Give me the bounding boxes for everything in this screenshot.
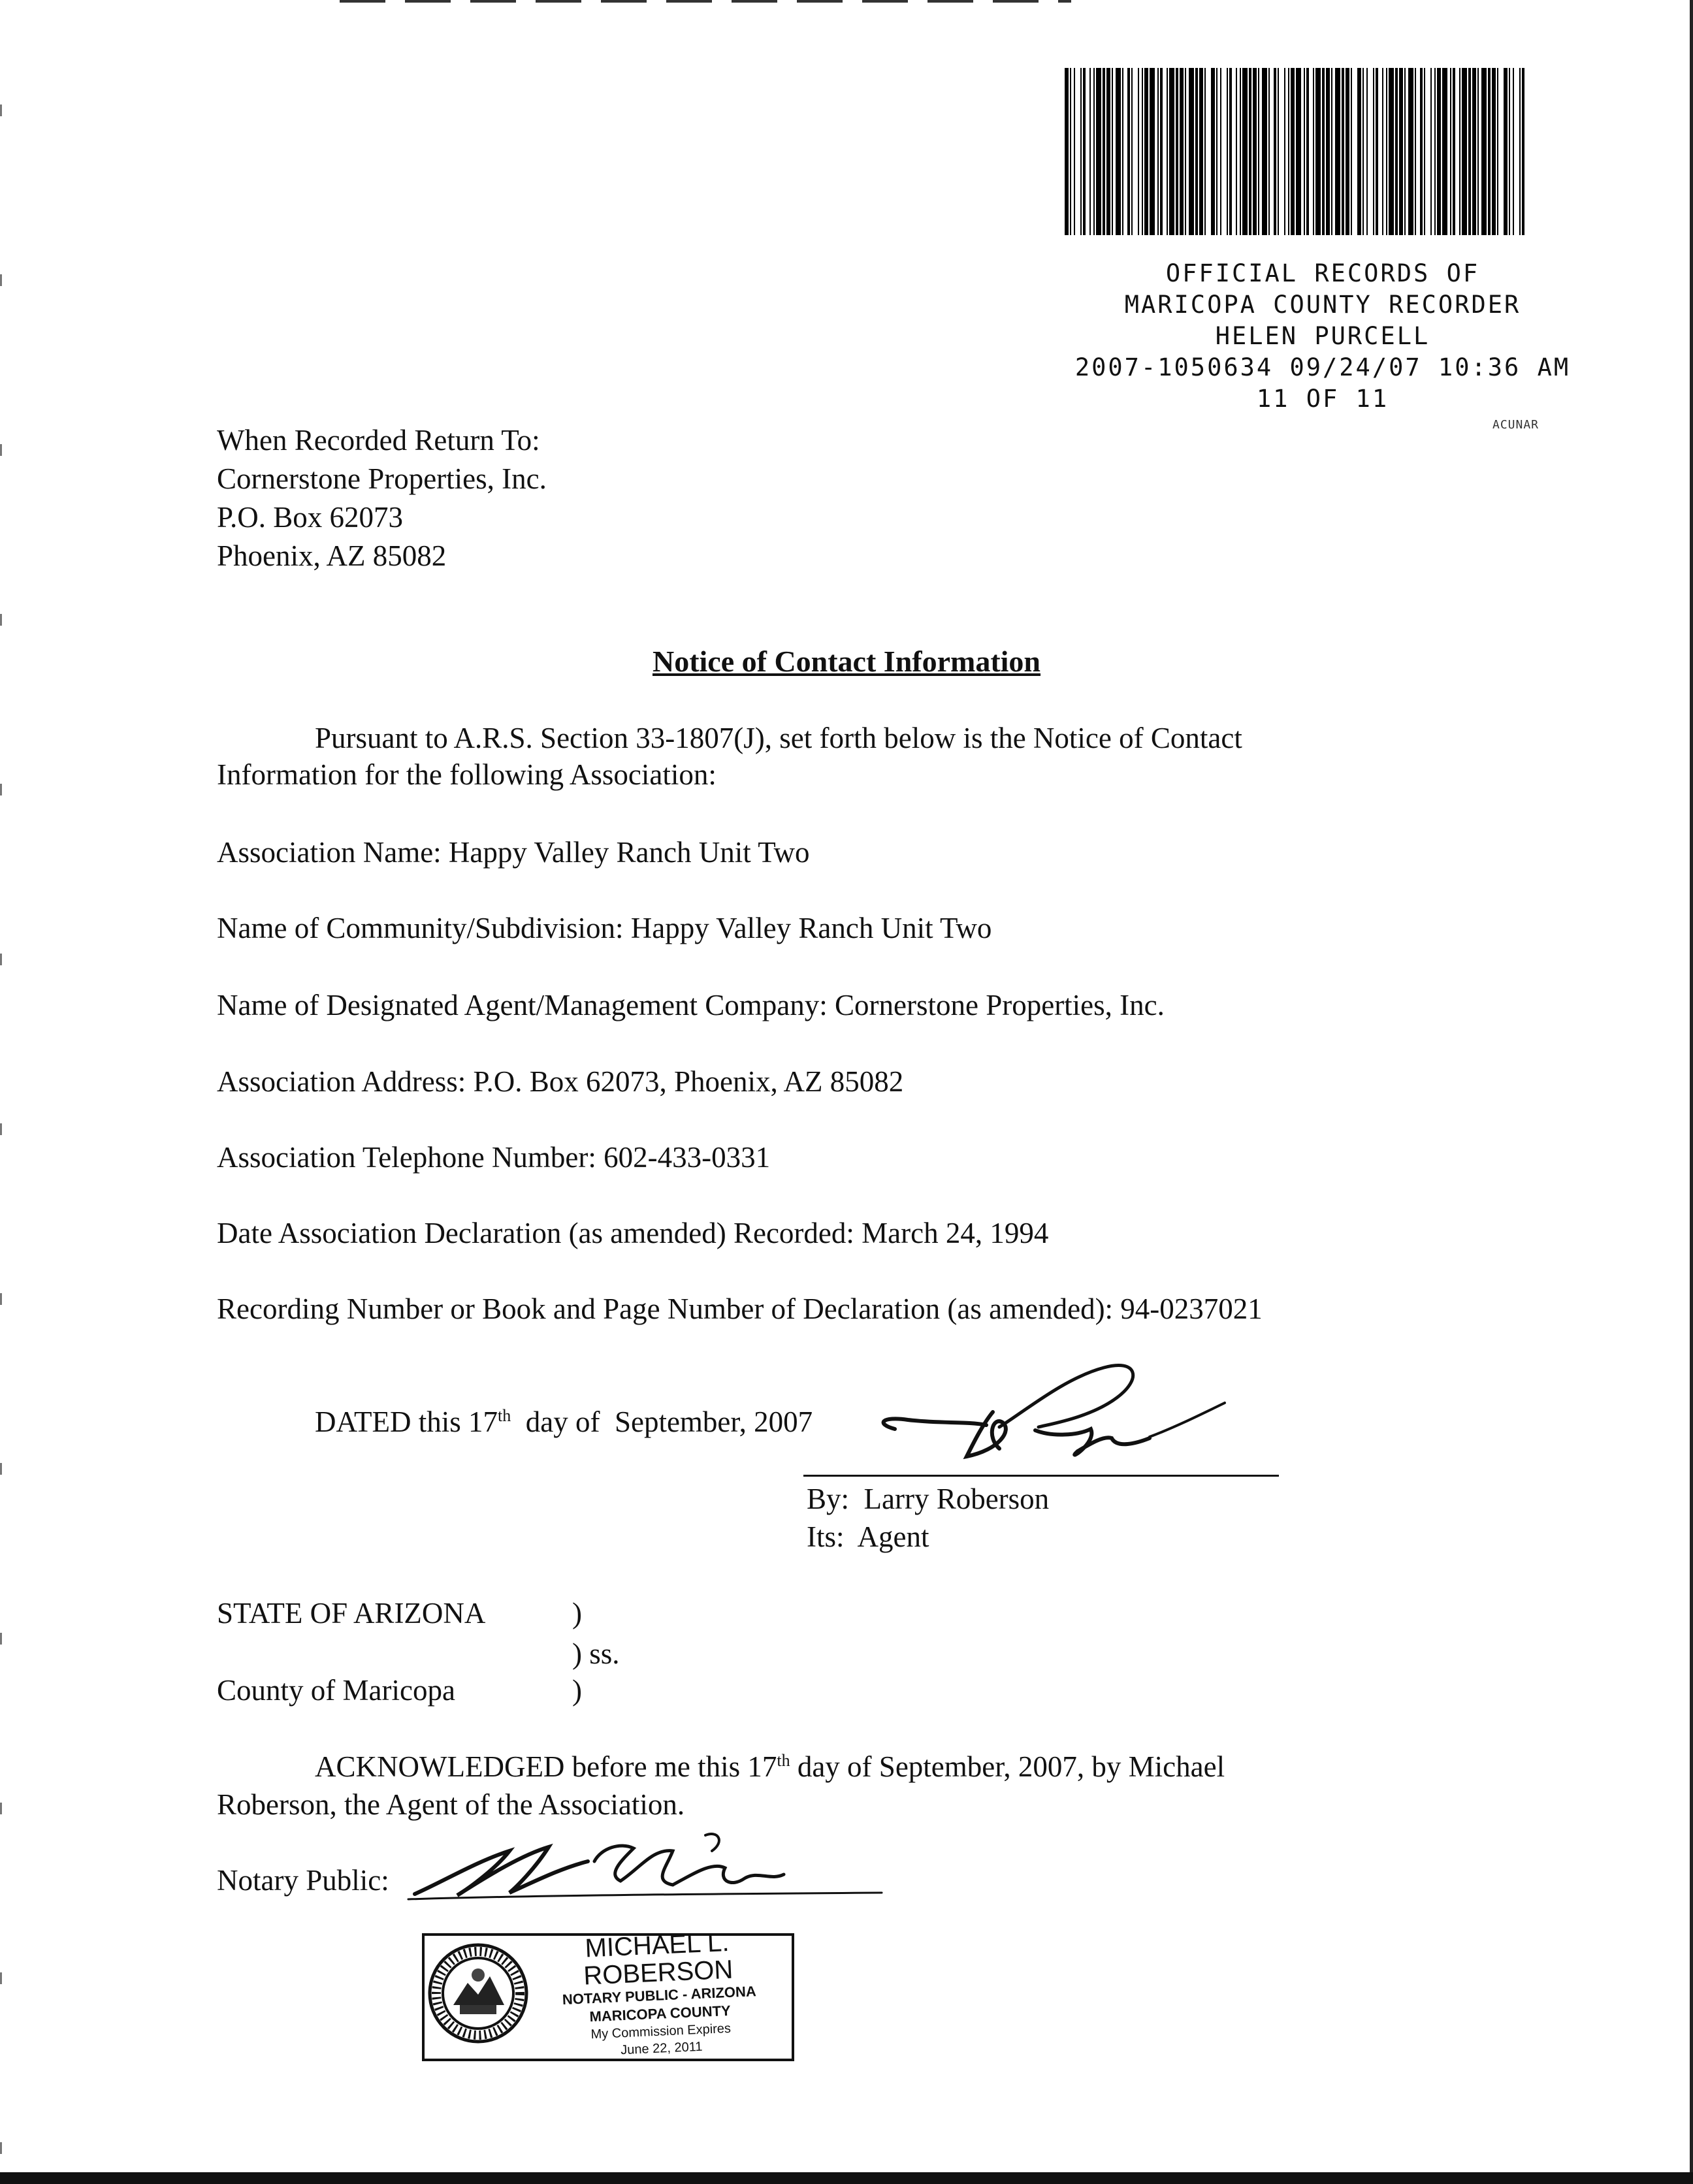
return-to-heading: When Recorded Return To: [217, 424, 540, 457]
notary-label: Notary Public: [217, 1864, 389, 1897]
signer-its: Its: Agent [807, 1520, 929, 1553]
notary-seal-expires: June 22, 2011 [620, 2039, 703, 2058]
scan-edge-bottom [0, 2172, 1693, 2184]
acknowledgment-line-2: Roberson, the Agent of the Association. [217, 1788, 685, 1821]
notary-seal-name: MICHAEL L. ROBERSON [583, 1927, 734, 1991]
ack-suffix: day of September, 2007, by Michael [790, 1750, 1225, 1783]
notary-signature [405, 1822, 888, 1914]
stamp-line-1: OFFICIAL RECORDS OF [1165, 259, 1480, 287]
ack-sup: th [777, 1751, 790, 1770]
notary-seal-title: NOTARY PUBLIC - ARIZONA [562, 1983, 757, 2008]
venue-paren-1: ) [572, 1597, 582, 1630]
dated-suffix-sup: th [498, 1406, 511, 1425]
recorder-stamp [1032, 258, 1613, 415]
document-title: Notice of Contact Information [652, 645, 1041, 678]
field-agent: Name of Designated Agent/Management Company: Cornerstone Properties, Inc. [217, 989, 1165, 1021]
return-to-box: P.O. Box 62073 [217, 501, 404, 534]
field-declaration-date: Date Association Declaration (as amended) Recorded: March 24, 1994 [217, 1217, 1049, 1249]
scan-artifact-top [340, 0, 1071, 3]
stamp-clerk-code: ACUNAR [1492, 418, 1540, 432]
return-to-name: Cornerstone Properties, Inc. [217, 462, 547, 495]
stamp-line-2: MARICOPA COUNTY RECORDER [1124, 291, 1521, 319]
field-telephone: Association Telephone Number: 602-433-0331 [217, 1141, 771, 1174]
dated-line [315, 1404, 813, 1439]
recording-barcode [1065, 68, 1528, 235]
signer-signature [869, 1352, 1234, 1476]
return-to-block [217, 421, 547, 575]
arizona-state-seal-icon [427, 1942, 529, 2044]
notary-seal-county: MARICOPA COUNTY [589, 2002, 732, 2025]
notary-seal-text [532, 1922, 786, 2062]
dated-prefix: DATED this 17 [315, 1405, 498, 1438]
field-association-name: Association Name: Happy Valley Ranch Unit Two [217, 836, 810, 869]
scan-edge-right [1690, 0, 1693, 2184]
ack-prefix: ACKNOWLEDGED before me this 17 [315, 1750, 777, 1783]
venue-paren-3: ) [572, 1674, 582, 1707]
notary-seal-commission: My Commission Expires [590, 2021, 732, 2042]
signer-by: By: Larry Roberson [807, 1483, 1050, 1515]
venue-county: County of Maricopa [217, 1674, 455, 1707]
return-to-city: Phoenix, AZ 85082 [217, 539, 447, 572]
venue-ss: ) ss. [572, 1637, 620, 1670]
venue-state: STATE OF ARIZONA [217, 1597, 486, 1630]
stamp-page-count: 11 OF 11 [1256, 385, 1389, 413]
scan-edge-left [0, 0, 2, 2184]
field-recording-number: Recording Number or Book and Page Number of Declaration (as amended): 94-0237021 [217, 1293, 1263, 1325]
stamp-recording-number: 2007-1050634 09/24/07 10:36 AM [1074, 353, 1571, 381]
field-address: Association Address: P.O. Box 62073, Phoenix, AZ 85082 [217, 1065, 904, 1098]
signature-line [803, 1475, 1279, 1477]
acknowledgment-line-1 [315, 1749, 1225, 1784]
field-community: Name of Community/Subdivision: Happy Valley Ranch Unit Two [217, 912, 992, 944]
intro-paragraph: Pursuant to A.R.S. Section 33-1807(J), set forth below is the Notice of Contact Information for the following Association: [217, 722, 1242, 791]
dated-suffix: day of September, 2007 [511, 1405, 813, 1438]
stamp-line-3: HELEN PURCELL [1215, 322, 1430, 350]
